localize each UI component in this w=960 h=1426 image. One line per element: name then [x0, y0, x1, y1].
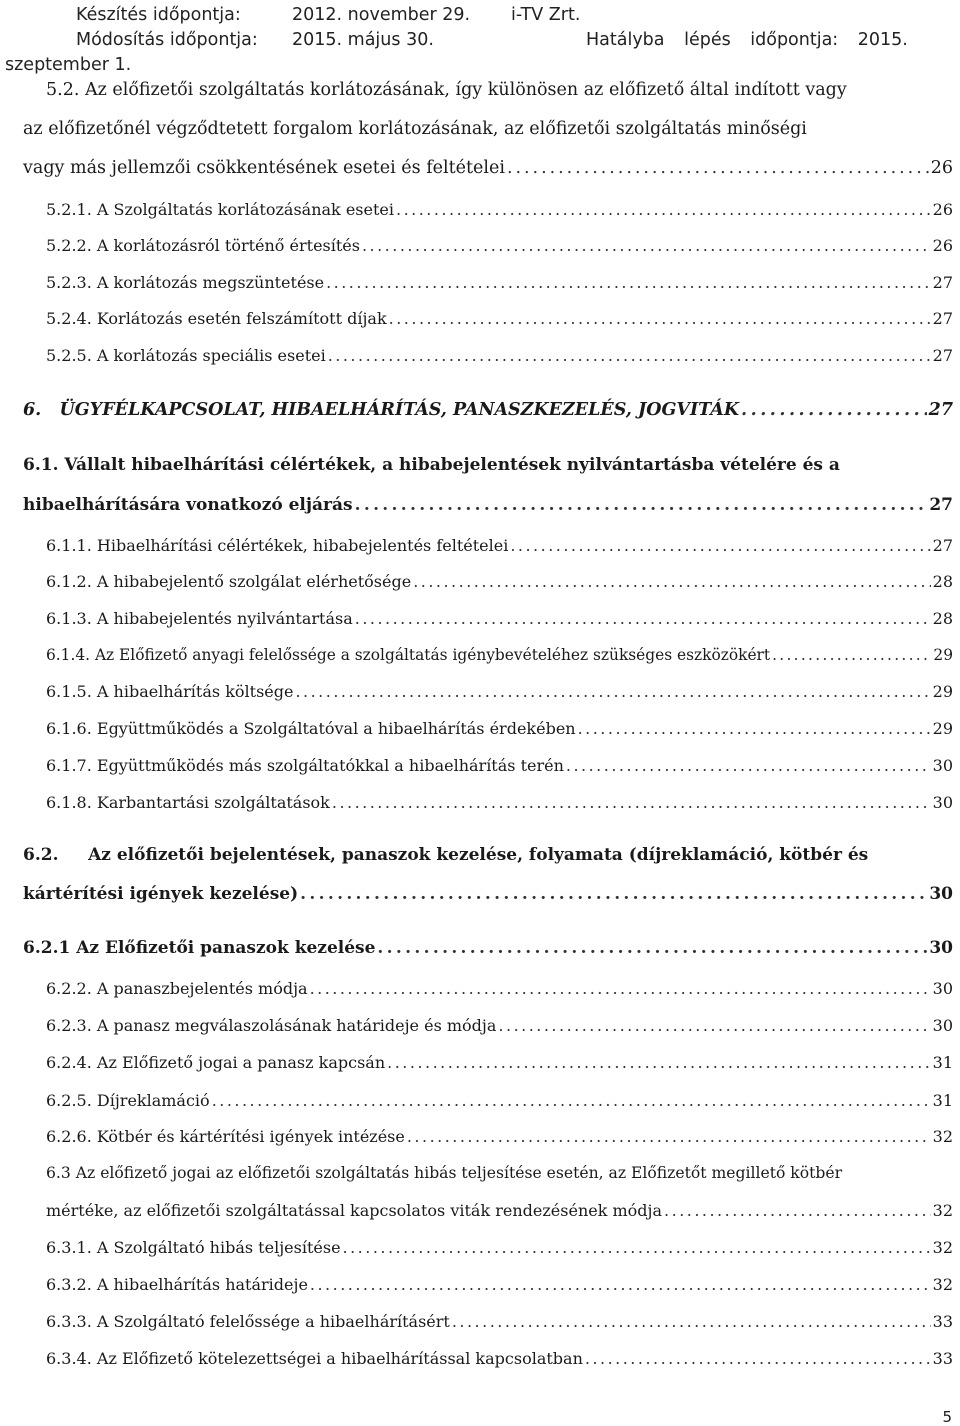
toc-entry-5-2-line1[interactable]: 5.2. Az előfizetői szolgáltatás korlátozásának, így különösen az előfizető által indított vagy: [46, 80, 847, 100]
toc-entry-label: 6.3.1. A Szolgáltató hibás teljesítése: [46, 1238, 341, 1257]
toc-entry-5-2-line2[interactable]: az előfizetőnél végződtetett forgalom korlátozásának, az előfizetői szolgáltatás minőségi: [23, 119, 807, 139]
toc-entry-label: hibaelhárítására vonatkozó eljárás: [23, 495, 353, 515]
toc-entry-label: 6.1.4. Az Előfizető anyagi felelőssége a szolgáltatás igénybevételéhez szükséges eszközökért: [46, 646, 771, 664]
leader-dots: [310, 1277, 931, 1293]
company-name: i-TV Zrt.: [511, 5, 581, 25]
toc-entry-5-2-5[interactable]: [46, 348, 953, 364]
created-label: Készítés időpontja:: [76, 5, 241, 25]
toc-entry-6-1-1[interactable]: [46, 538, 953, 554]
toc-entry-label: 6.2.1 Az Előfizetői panaszok kezelése: [23, 938, 376, 958]
leader-dots: [328, 348, 931, 364]
leader-dots: [772, 648, 931, 663]
toc-page-number: 29: [932, 682, 953, 701]
toc-entry-5-2[interactable]: [23, 160, 953, 178]
toc-entry-6-2-6[interactable]: [46, 1129, 953, 1145]
leader-dots: [498, 1018, 930, 1034]
leader-dots: [664, 1203, 931, 1219]
effective-label: Hatályba lépés időpontja: 2015.: [586, 30, 908, 50]
toc-entry-6-3-2[interactable]: [46, 1277, 953, 1293]
toc-entry-label: 6.3.4. Az Előfizető kötelezettségei a hibaelhárítással kapcsolatban: [46, 1349, 583, 1368]
toc-entry-6-3-3[interactable]: [46, 1314, 953, 1330]
leader-dots: [300, 886, 927, 903]
toc-entry-6-3[interactable]: [46, 1203, 953, 1219]
toc-page-number: 26: [932, 200, 953, 219]
toc-page-number: 29: [933, 646, 953, 664]
toc-page-number: 32: [932, 1127, 953, 1146]
toc-entry-6-3-4[interactable]: [46, 1351, 953, 1367]
leader-dots: [585, 1351, 931, 1367]
toc-page-number: 27: [932, 273, 953, 292]
leader-dots: [452, 1314, 931, 1330]
toc-entry-6-1-5[interactable]: [46, 684, 953, 700]
toc-page-number: 31: [932, 1053, 953, 1072]
toc-entry-label: 6.1.6. Együttműködés a Szolgáltatóval a hibaelhárítás érdekében: [46, 719, 576, 738]
leader-dots: [387, 1055, 930, 1071]
toc-entry-6-1-2[interactable]: [46, 574, 953, 590]
toc-entry-6-1-3[interactable]: [46, 611, 953, 627]
leader-dots: [741, 402, 927, 420]
leader-dots: [326, 275, 931, 291]
toc-entry-label: mértéke, az előfizetői szolgáltatással kapcsolatos viták rendezésének módja: [46, 1201, 663, 1220]
modified-date: 2015. május 30.: [292, 30, 434, 50]
toc-entry-6-1-8[interactable]: [46, 795, 953, 811]
leader-dots: [566, 758, 931, 774]
toc-page-number: 26: [930, 158, 953, 178]
effective-date-cont: szeptember 1.: [5, 55, 132, 75]
toc-entry-6-2-4[interactable]: [46, 1055, 953, 1071]
leader-dots: [310, 981, 931, 997]
toc-page-number: 32: [932, 1275, 953, 1294]
toc-entry-label: 6. ÜGYFÉLKAPCSOLAT, HIBAELHÁRÍTÁS, PANASZKEZELÉS, JOGVITÁK: [23, 400, 740, 420]
toc-page-number: 30: [929, 938, 953, 958]
modified-label: Módosítás időpontja:: [76, 30, 258, 50]
leader-dots: [343, 1240, 931, 1256]
leader-dots: [507, 160, 929, 178]
toc-page-number: 27: [928, 400, 953, 420]
leader-dots: [389, 311, 931, 327]
toc-page-number: 30: [932, 1016, 953, 1035]
toc-page-number: 32: [932, 1201, 953, 1220]
leader-dots: [332, 795, 931, 811]
toc-entry-label: vagy más jellemzői csökkentésének esetei és feltételei: [23, 158, 505, 178]
toc-page-number: 29: [932, 719, 953, 738]
leader-dots: [578, 721, 931, 737]
leader-dots: [510, 538, 930, 554]
toc-entry-6-1[interactable]: [23, 497, 953, 514]
toc-entry-label: 6.2.6. Kötbér és kártérítési igények intézése: [46, 1127, 405, 1146]
toc-entry-label: 5.2.5. A korlátozás speciális esetei: [46, 346, 326, 365]
toc-entry-label: 6.1.5. A hibaelhárítás költsége: [46, 682, 294, 701]
toc-page-number: 30: [932, 979, 953, 998]
toc-entry-6-1-6[interactable]: [46, 721, 953, 737]
toc-page-number: 31: [932, 1091, 953, 1110]
toc-page-number: 26: [932, 236, 953, 255]
toc-entry-label: 6.1.8. Karbantartási szolgáltatások: [46, 793, 330, 812]
toc-entry-label: 6.1.1. Hibaelhárítási célértékek, hibabejelentés feltételei: [46, 536, 509, 555]
toc-entry-label: 6.1.7. Együttműködés más szolgáltatókkal a hibaelhárítás terén: [46, 756, 564, 775]
leader-dots: [396, 202, 931, 218]
toc-entry-label: 6.3.3. A Szolgáltató felelőssége a hibaelhárításért: [46, 1312, 450, 1331]
toc-entry-6-2-1[interactable]: [23, 940, 953, 957]
toc-page-number: 27: [932, 346, 953, 365]
toc-entry-5-2-3[interactable]: [46, 275, 953, 291]
toc-entry-6-3-line1[interactable]: 6.3 Az előfizető jogai az előfizetői szolgáltatás hibás teljesítése esetén, az Előfizetőt megillető kötbér: [46, 1164, 843, 1182]
leader-dots: [355, 611, 931, 627]
leader-dots: [377, 940, 927, 957]
toc-entry-6-2-3[interactable]: [46, 1018, 953, 1034]
toc-entry-6-2-line1[interactable]: 6.2. Az előfizetői bejelentések, panaszok kezelése, folyamata (díjreklamáció, kötbér és: [23, 845, 869, 865]
toc-entry-6-2[interactable]: [23, 886, 953, 903]
leader-dots: [413, 574, 930, 590]
toc-entry-6-1-line1[interactable]: 6.1. Vállalt hibaelhárítási célértékek, a hibabejelentések nyilvántartásba vételére és a: [23, 455, 840, 475]
toc-entry-label: 5.2.2. A korlátozásról történő értesítés: [46, 236, 360, 255]
toc-page-number: 27: [932, 536, 953, 555]
created-date: 2012. november 29.: [292, 5, 471, 25]
toc-page-number: 28: [932, 572, 953, 591]
toc-entry-label: 6.2.5. Díjreklamáció: [46, 1091, 210, 1110]
toc-entry-label: 5.2.4. Korlátozás esetén felszámított díjak: [46, 309, 387, 328]
toc-entry-label: 6.2.2. A panaszbejelentés módja: [46, 979, 308, 998]
toc-page-number: 27: [932, 309, 953, 328]
toc-entry-label: 5.2.1. A Szolgáltatás korlátozásának esetei: [46, 200, 394, 219]
leader-dots: [362, 238, 931, 254]
toc-entry-5-2-2[interactable]: [46, 238, 953, 254]
toc-entry-label: 5.2.3. A korlátozás megszüntetése: [46, 273, 325, 292]
toc-page-number: 30: [932, 793, 953, 812]
toc-entry-6-2-2[interactable]: [46, 981, 953, 997]
toc-entry-6-1-7[interactable]: [46, 758, 953, 774]
leader-dots: [295, 684, 930, 700]
toc-page-number: 30: [929, 884, 953, 904]
toc-entry-6-2-5[interactable]: [46, 1093, 953, 1109]
toc-entry-5-2-4[interactable]: [46, 311, 953, 327]
leader-dots: [407, 1129, 931, 1145]
toc-page-number: 27: [929, 495, 953, 515]
leader-dots: [355, 497, 928, 514]
leader-dots: [212, 1093, 931, 1109]
toc-entry-label: 6.1.3. A hibabejelentés nyilvántartása: [46, 609, 353, 628]
toc-entry-label: kártérítési igények kezelése): [23, 884, 299, 904]
toc-entry-6[interactable]: [23, 402, 953, 420]
toc-page-number: 28: [932, 609, 953, 628]
toc-entry-6-1-4[interactable]: [46, 648, 953, 663]
toc-entry-6-3-1[interactable]: [46, 1240, 953, 1256]
toc-entry-label: 6.2.4. Az Előfizető jogai a panasz kapcsán: [46, 1053, 386, 1072]
toc-entry-label: 6.1.2. A hibabejelentő szolgálat elérhetősége: [46, 572, 412, 591]
toc-page-number: 30: [932, 756, 953, 775]
page-number: 5: [942, 1408, 952, 1426]
toc-entry-label: 6.3.2. A hibaelhárítás határideje: [46, 1275, 308, 1294]
toc-entry-label: 6.2.3. A panasz megválaszolásának határideje és módja: [46, 1016, 497, 1035]
toc-entry-5-2-1[interactable]: [46, 202, 953, 218]
toc-page-number: 33: [932, 1349, 953, 1368]
toc-page-number: 33: [932, 1312, 953, 1331]
toc-page-number: 32: [932, 1238, 953, 1257]
